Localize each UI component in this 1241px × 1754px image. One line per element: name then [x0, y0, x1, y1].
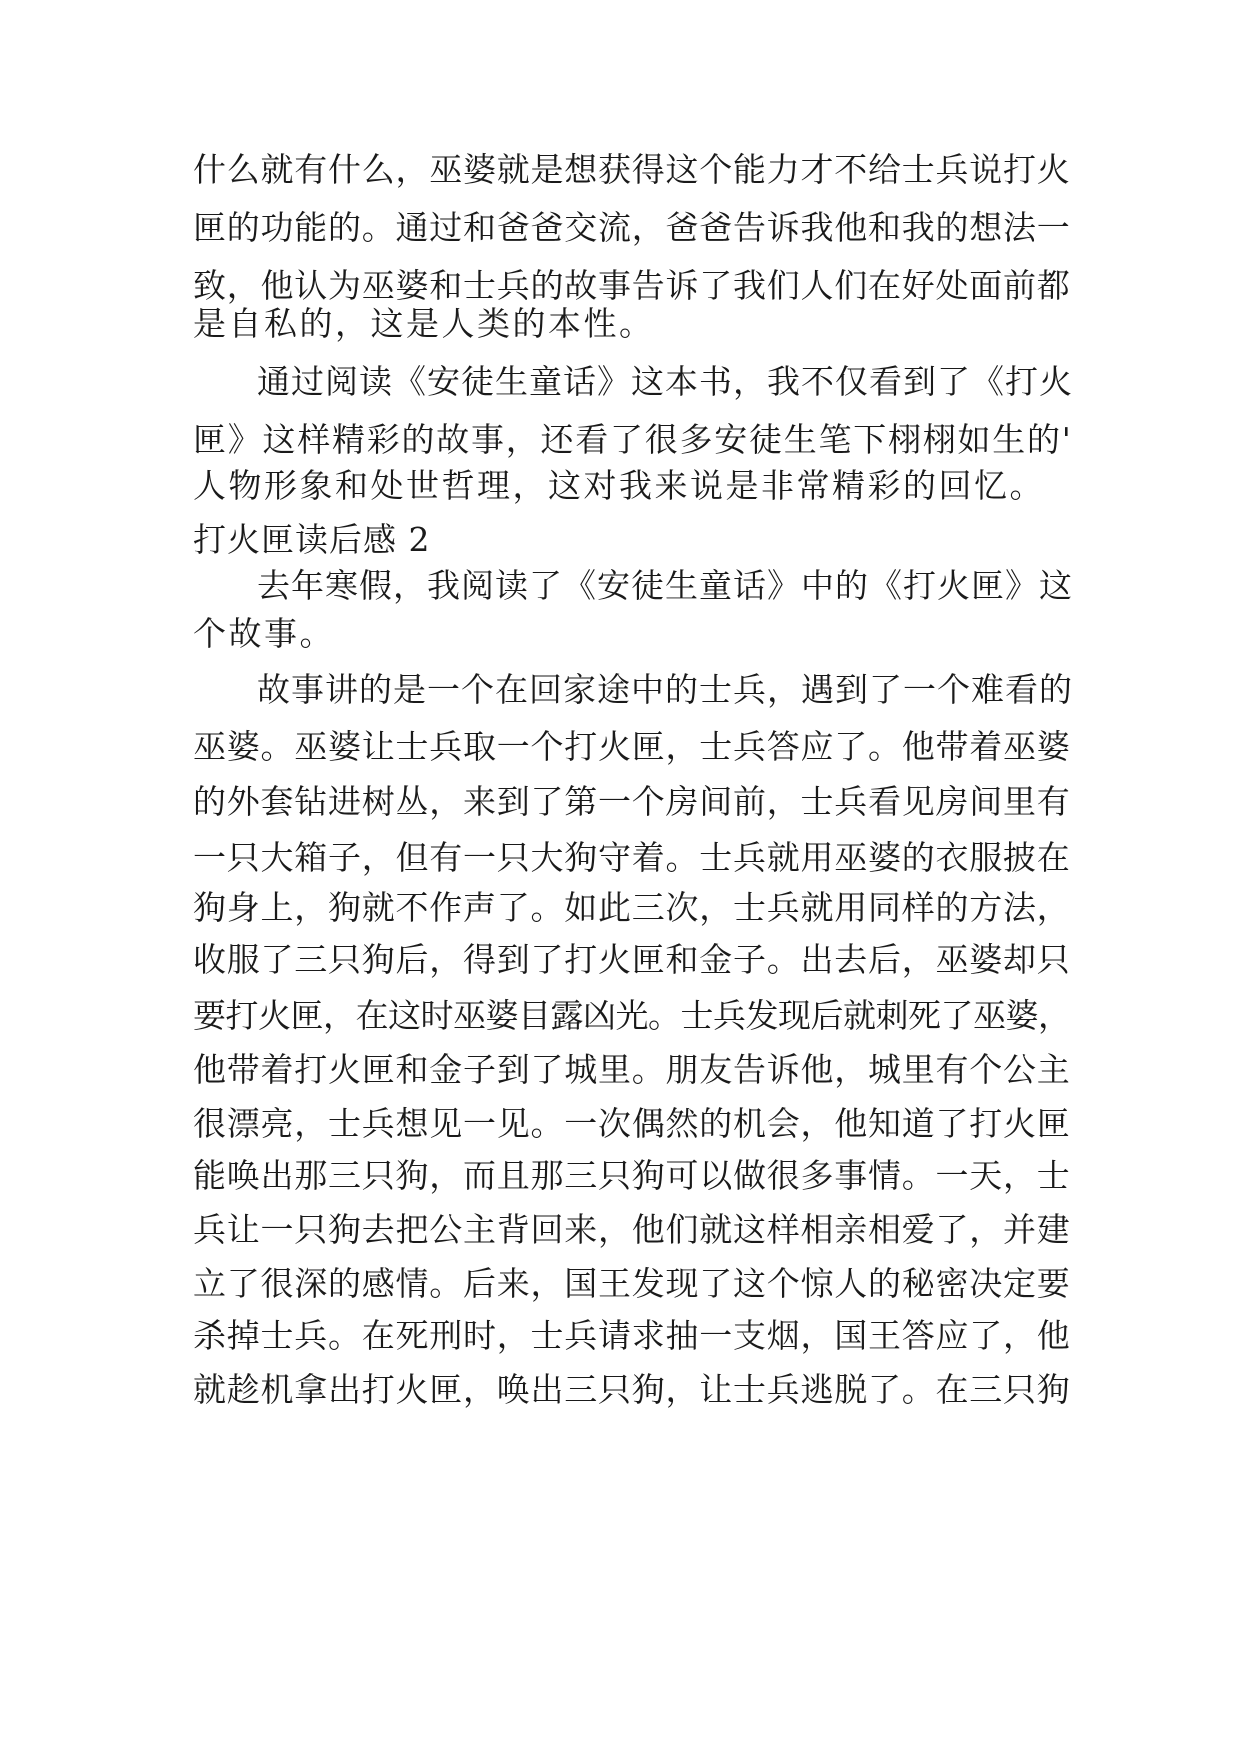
text-line: 要打火匣，在这时巫婆目露凶光。士兵发现后就刺死了巫婆， — [193, 996, 1071, 1035]
paragraph-start-line: 通过阅读《安徒生童话》这本书，我不仅看到了《打火 — [257, 362, 1073, 401]
text-line: 兵让一只狗去把公主背回来，他们就这样相亲相爱了，并建 — [193, 1210, 1071, 1249]
text-line: 一只大箱子，但有一只大狗守着。士兵就用巫婆的衣服披在 — [193, 838, 1071, 877]
text-line: 是自私的，这是人类的本性。 — [193, 304, 655, 343]
text-line: 很漂亮，士兵想见一见。一次偶然的机会，他知道了打火匣 — [193, 1104, 1071, 1143]
text-line: 的外套钻进树丛，来到了第一个房间前，士兵看见房间里有 — [193, 782, 1071, 821]
section-heading: 打火匣读后感 2 — [193, 520, 431, 559]
text-line: 什么就有什么，巫婆就是想获得这个能力才不给士兵说打火 — [193, 150, 1071, 189]
text-line: 就趁机拿出打火匣，唤出三只狗，让士兵逃脱了。在三只狗 — [193, 1370, 1071, 1409]
paragraph-start-line: 故事讲的是一个在回家途中的士兵，遇到了一个难看的 — [257, 670, 1073, 709]
text-line: 狗身上，狗就不作声了。如此三次，士兵就用同样的方法， — [193, 888, 1071, 927]
text-line: 个故事。 — [193, 614, 335, 653]
text-line: 他带着打火匣和金子到了城里。朋友告诉他，城里有个公主 — [193, 1050, 1071, 1089]
text-line: 巫婆。巫婆让士兵取一个打火匣，士兵答应了。他带着巫婆 — [193, 727, 1071, 766]
text-line: 收服了三只狗后，得到了打火匣和金子。出去后，巫婆却只 — [193, 940, 1071, 979]
text-line: 致，他认为巫婆和士兵的故事告诉了我们人们在好处面前都 — [193, 266, 1071, 305]
text-line: 匣》这样精彩的故事，还看了很多安徒生笔下栩栩如生的' — [193, 420, 1073, 459]
text-line: 能唤出那三只狗，而且那三只狗可以做很多事情。一天，士 — [193, 1156, 1071, 1195]
text-line: 立了很深的感情。后来，国王发现了这个惊人的秘密决定要 — [193, 1264, 1071, 1303]
text-line: 人物形象和处世哲理，这对我来说是非常精彩的回忆。 — [193, 466, 1045, 505]
text-line: 杀掉士兵。在死刑时，士兵请求抽一支烟，国王答应了，他 — [193, 1316, 1071, 1355]
paragraph-start-line: 去年寒假，我阅读了《安徒生童话》中的《打火匣》这 — [257, 566, 1073, 605]
text-line: 匣的功能的。通过和爸爸交流，爸爸告诉我他和我的想法一 — [193, 208, 1071, 247]
